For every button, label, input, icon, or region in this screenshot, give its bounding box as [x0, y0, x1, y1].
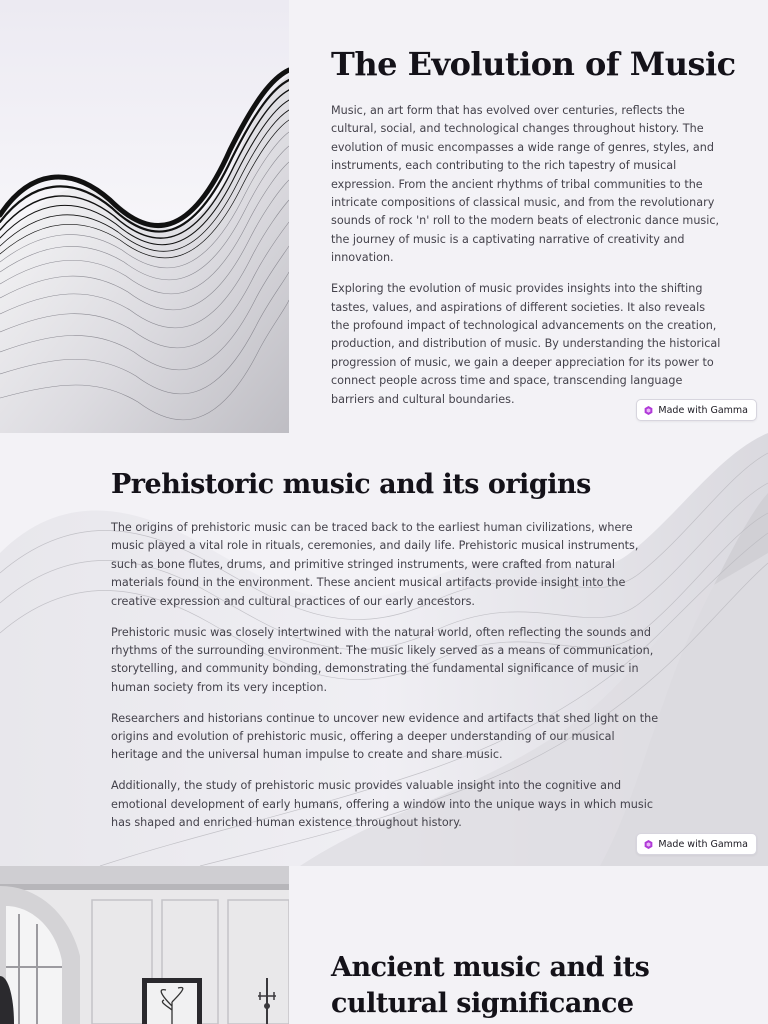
gamma-logo-icon: [644, 840, 653, 849]
made-with-gamma-button[interactable]: [636, 399, 757, 421]
section-body: [111, 519, 659, 845]
classical-interior-image: [0, 866, 289, 1024]
paragraph: Additionally, the study of prehistoric music provides valuable insight into the cognitive and emotional development of early humans, offering a window into the unique ways in which music has shaped and enriched human existence throughout history.: [111, 779, 653, 830]
intro-text: [331, 102, 726, 422]
paragraph: Exploring the evolution of music provides insights into the shifting tastes, values, and aspirations of different societies. It also reveals the profound impact of technological advancements on the creation, production, and distribution of music. By understanding the historical progression of music, we gain a deeper appreciation for its power to connect people across time and space, transcending language barriers and cultural boundaries.: [331, 282, 721, 406]
gamma-logo-icon: [644, 406, 653, 415]
badge-label: Made with Gamma: [658, 404, 748, 416]
paragraph: The origins of prehistoric music can be traced back to the earliest human civilizations, where music played a vital role in rituals, ceremonies, and daily life. Prehistoric musical instruments, such as bone flutes, drums, and primitive stringed instruments, were crafted from natural materials found in the environment. These ancient musical artifacts provide insight into the creative expression and cultural practices of our early ancestors.: [111, 521, 639, 608]
badge-label: Made with Gamma: [658, 838, 748, 850]
section-prehistoric-music: [0, 433, 768, 866]
section-ancient-music: [0, 866, 768, 1024]
paragraph: Prehistoric music was closely intertwined with the natural world, often reflecting the sounds and rhythms of the surrounding environment. The music likely served as a means of communication, storytelling, and community bonding, demonstrating the fundamental significance of music in human society from its very inception.: [111, 625, 654, 694]
paragraph: Researchers and historians continue to uncover new evidence and artifacts that shed light on the origins and evolution of prehistoric music, offering a deeper understanding of our musical heritage and the universal human impulse to create and share music.: [111, 711, 659, 762]
page-title: The Evolution of Music: [331, 45, 736, 83]
section-heading: Ancient music and its cultural significance: [331, 952, 650, 1019]
paragraph: Music, an art form that has evolved over centuries, reflects the cultural, social, and technological changes throughout history. The evolution of music encompasses a wide range of genres, styles, and instruments, each contributing to the rich tapestry of musical expression. From the ancient rhythms of tribal communities to the intricate compositions of classical music, and from the revolutionary sounds of rock 'n' roll to the modern beats of electronic dance music, the journey of music is a captivating narrative of creativity and innovation.: [331, 104, 720, 265]
abstract-wave-image: [0, 0, 289, 433]
section-heading: Prehistoric music and its origins: [111, 469, 591, 500]
made-with-gamma-button[interactable]: [636, 833, 757, 855]
section-evolution-of-music: [0, 0, 768, 433]
